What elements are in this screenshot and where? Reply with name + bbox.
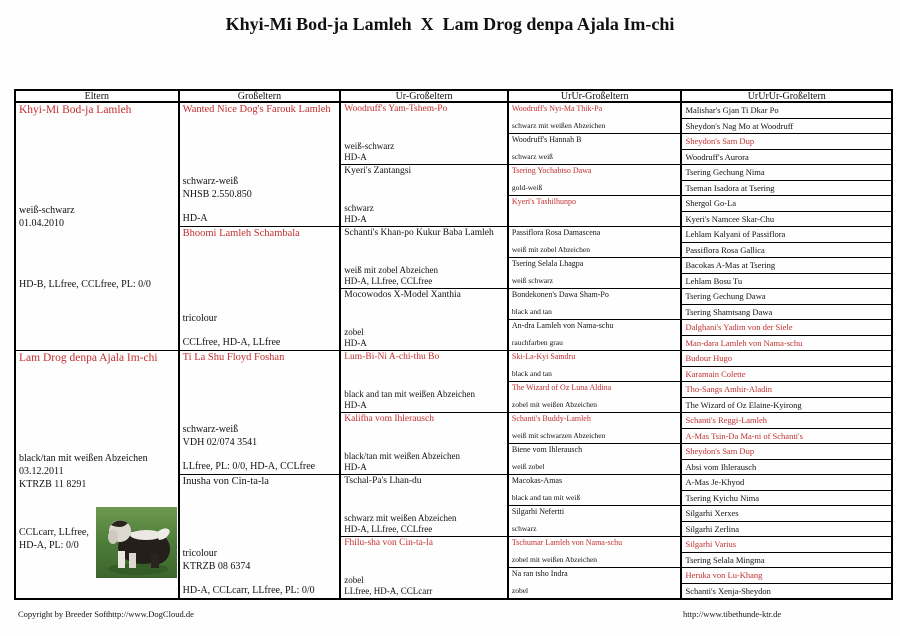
column-body: [180, 103, 340, 600]
dog-name: Budour Hugo: [685, 353, 732, 363]
dog-info-line: tricolour: [182, 313, 218, 324]
dog-info-line: 03.12.2011: [19, 466, 64, 478]
pedigree-cell: [682, 274, 891, 290]
pedigree-cell: [682, 134, 891, 150]
dog-info-line: black/tan mit weißen Abzeichen: [19, 453, 148, 465]
dog-color-line: schwarz mit weißen Abzeichen: [511, 121, 606, 131]
dog-name: Heruka von Lu-Khang: [685, 570, 763, 580]
dog-health-block: [183, 336, 339, 349]
pedigree-cell: [509, 351, 681, 382]
pedigree-cell: [341, 227, 507, 289]
dog-color-line: schwarz: [511, 524, 537, 534]
pedigree-cell: [509, 165, 681, 196]
dog-name: Karamain Colette: [685, 368, 746, 379]
dog-color-block: [512, 152, 680, 162]
page-title: Khyi-Mi Bod-ja Lamleh X Lam Drog denpa Ajala Im-chi: [225, 14, 675, 34]
dog-info-line: tricolour: [182, 548, 218, 559]
dog-info-block: [344, 327, 506, 350]
dog-color-block: [512, 493, 680, 503]
pedigree-cell: [682, 227, 891, 243]
column-ururur-grosseltern: [682, 89, 893, 600]
pedigree-cell: [509, 382, 681, 413]
dog-name: Tho-Sangs Amhir-Aladin: [685, 384, 772, 394]
pedigree-cell: [509, 475, 681, 506]
pedigree-cell: [509, 568, 681, 598]
dog-name: Kyeri's Tashilhunpo: [511, 197, 576, 206]
dog-name: Biene vom Ihlerausch: [511, 445, 583, 454]
dog-info-line: KTRZB 08 6374: [182, 561, 251, 572]
dog-info-line: zobel: [344, 326, 364, 337]
dog-info-block: [344, 389, 506, 412]
dog-name: Tseman Isadora at Tsering: [685, 182, 775, 193]
dog-color-line: black and tan: [511, 307, 552, 317]
dog-health-block: [19, 278, 177, 291]
dog-name: Sheydon's Sam Dup: [685, 136, 755, 146]
dog-info-line: schwarz-weiß: [182, 176, 239, 187]
dog-health-line: CCLfree, HD-A, LLfree: [182, 337, 281, 348]
pedigree-cell: [682, 196, 891, 212]
dog-health-line: HD-A, PL: 0/0: [19, 540, 79, 552]
dog-info-line: NHSB 2.550.850: [182, 189, 252, 200]
dog-name: Tsering Selala Lhagpa: [511, 259, 584, 268]
dog-name: Lehlam Bosu Tu: [685, 275, 743, 286]
pedigree-cell: [509, 103, 681, 134]
dog-color-line: weiß mit zobel Abzeichen: [511, 245, 590, 255]
dog-color-line: black and tan mit weiß: [511, 493, 581, 503]
dog-info-block: [183, 423, 339, 449]
dog-health-block: [183, 460, 339, 473]
pedigree-table: [14, 89, 893, 600]
dog-name: Man-dara Lamleh von Nama-schu: [685, 337, 803, 348]
dog-name: The Wizard of Oz Luna Aldina: [511, 383, 612, 392]
pedigree-cell: [509, 289, 681, 320]
dog-color-line: weiß zobel: [511, 462, 545, 472]
dog-info-line: schwarz: [344, 202, 374, 213]
dog-name: Mocowodos X-Model Xanthia: [344, 290, 461, 300]
dog-color-block: [512, 462, 680, 472]
dog-info-block: [344, 203, 506, 226]
dog-info-line: HD-A: [344, 399, 367, 410]
copyright-text: Copyright by Breeder Soft: [18, 609, 109, 619]
pedigree-cell: [682, 305, 891, 321]
dog-name: Woodruff's Yam-Tshem-Po: [344, 104, 448, 114]
dog-info-block: [183, 175, 339, 201]
dog-name: Inusha von Cin-ta-la: [182, 476, 269, 487]
dog-name: Khyi-Mi Bod-ja Lamleh: [19, 104, 132, 116]
pedigree-cell: [509, 227, 681, 258]
pedigree-cell: [682, 165, 891, 181]
dog-info-block: [344, 265, 506, 288]
dog-color-block: [512, 245, 680, 255]
dog-color-line: weiß schwarz: [511, 276, 553, 286]
dog-info-line: KTRZB 11 8291: [19, 479, 87, 491]
column-header: Großeltern: [180, 89, 340, 103]
dog-info-line: weiß mit zobel Abzeichen: [344, 264, 438, 275]
tibethunde-url: http://www.tibethunde-ktr.de: [683, 609, 782, 619]
dog-name: A-Mas Tsin-Da Ma-ni of Schanti's: [685, 430, 803, 441]
dog-color-line: rauchfarben grau: [511, 338, 563, 348]
dog-name: An-dra Lamleh von Nama-schu: [511, 321, 614, 330]
dog-color-line: black and tan: [511, 369, 552, 379]
pedigree-cell: [509, 134, 681, 165]
dog-health-block: [183, 212, 339, 225]
pedigree-cell: [682, 119, 891, 135]
dog-color-line: weiß mit schwarzen Abzeichen: [511, 431, 606, 441]
dog-color-block: [512, 400, 680, 410]
pedigree-cell: [682, 320, 891, 336]
dog-name: Tschal-Pa's Lhan-du: [344, 476, 422, 486]
pedigree-cell: [682, 553, 891, 569]
pedigree-cell: [682, 103, 891, 119]
dog-color-block: [512, 586, 680, 596]
pedigree-cell: [509, 258, 681, 289]
dog-health-block: [183, 584, 339, 597]
dog-name: Woodruff's Hannah B: [511, 135, 582, 144]
pedigree-cell: [341, 413, 507, 475]
dog-color-block: [512, 524, 680, 534]
dog-info-line: black and tan mit weißen Abzeichen: [344, 388, 475, 399]
pedigree-cell: [682, 537, 891, 553]
dog-name: Schanti's Buddy-Lamleh: [511, 414, 591, 423]
pedigree-cell: [682, 491, 891, 507]
pedigree-cell: [341, 475, 507, 537]
dog-name: Bondekonen's Dawa Sham-Po: [511, 290, 609, 299]
dog-name: Passiflora Rosa Damascena: [511, 228, 601, 237]
dog-info-block: [183, 547, 339, 573]
dog-name: Ti La Shu Floyd Foshan: [182, 352, 285, 363]
dog-name: Lehlam Kalyani of Passiflora: [685, 229, 786, 239]
pedigree-cell: [16, 351, 178, 598]
dog-info-line: VDH 02/074 3541: [182, 437, 258, 448]
dog-info-line: black/tan mit weißen Abzeichen: [344, 450, 460, 461]
pedigree-cell: [682, 351, 891, 367]
dog-health-line: LLfree, PL: 0/0, HD-A, CCLfree: [182, 461, 316, 472]
column-header: Ur-Großeltern: [341, 89, 507, 103]
dog-info-line: HD-A: [344, 461, 367, 472]
pedigree-cell: [341, 537, 507, 598]
dog-name: Tsering Shamtsang Dawa: [685, 306, 773, 317]
pedigree-cell: [180, 351, 340, 475]
dog-name: Silgarhi Xerxes: [685, 508, 739, 518]
dog-name: Kyeri's Zantangsi: [344, 166, 412, 176]
dog-name: Lum-Bi-Ni A-chi-thu Bo: [344, 352, 440, 362]
dog-health-line: CCLcarr, LLfree,: [19, 527, 89, 539]
dog-name: Kyeri's Namcee Skar-Chu: [685, 213, 775, 224]
pedigree-cell: [682, 398, 891, 414]
dog-info-line: LLfree, HD-A, CCLcarr: [344, 585, 433, 596]
pedigree-cell: [509, 196, 681, 227]
column-header: UrUr-Großeltern: [509, 89, 681, 103]
dog-health-line: HD-A, CCLcarr, LLfree, PL: 0/0: [182, 585, 315, 596]
dog-name: Sheydon's Sam Dup: [685, 446, 755, 456]
pedigree-cell: [682, 475, 891, 491]
pedigree-cell: [682, 382, 891, 398]
dog-info-line: HD-A: [344, 337, 367, 348]
dog-color-line: zobel mit weißen Abzeichen: [511, 400, 598, 410]
dog-name: The Wizard of Oz Elaine-Kyirong: [685, 399, 802, 410]
dog-name: Silgarhi Varius: [685, 539, 737, 549]
dog-color-block: [512, 369, 680, 379]
dog-color-block: [512, 121, 680, 131]
pedigree-cell: [341, 165, 507, 227]
dog-name: A-Mas Je-Khyod: [685, 477, 745, 487]
dog-color-line: zobel: [511, 586, 529, 596]
pedigree-cell: [682, 584, 891, 599]
pedigree-cell: [180, 103, 340, 227]
dog-name: Bacokas A-Mas at Tsering: [685, 260, 776, 270]
dog-info-line: zobel: [344, 574, 364, 585]
pedigree-cell: [682, 367, 891, 383]
dog-info-line: 01.04.2010: [19, 218, 64, 230]
dog-health-line: HD-A: [182, 213, 208, 224]
dog-name: Fhilu-sha von Cin-ta-la: [344, 538, 433, 548]
dog-name: Wanted Nice Dog's Farouk Lamleh: [182, 104, 331, 115]
dog-info-block: [183, 312, 339, 325]
dog-name: Schanti's Reggi-Lamleh: [685, 415, 768, 425]
dog-name: Silgarhi Zerlina: [685, 523, 740, 534]
pedigree-cell: [509, 320, 681, 351]
dog-name: Ski-La-Kyi Samdru: [511, 352, 576, 361]
dog-name: Silgarhi Nefertti: [511, 507, 565, 516]
dog-name: Schanti's Khan-po Kukur Baba Lamleh: [344, 228, 494, 238]
dog-name: Tsering Yochabtso Dawa: [511, 166, 592, 175]
dog-name: Shergol Go-La: [685, 198, 737, 208]
column-body: [341, 103, 507, 600]
dog-info-block: [19, 204, 177, 230]
column-ur-grosseltern: [341, 89, 509, 600]
pedigree-cell: [682, 568, 891, 584]
column-header: Eltern: [16, 89, 178, 103]
dog-name: Kalifha vom Ihlerausch: [344, 414, 434, 424]
dog-name: Dalghani's Yadim von der Siele: [685, 322, 793, 332]
dog-info-line: weiß-schwarz: [344, 140, 395, 151]
pedigree-cell: [509, 413, 681, 444]
dog-color-block: [512, 276, 680, 286]
column-body: [509, 103, 681, 600]
pedigree-cell: [682, 429, 891, 445]
dog-info-line: HD-A: [344, 213, 367, 224]
column-header: UrUrUr-Großeltern: [682, 89, 891, 103]
pedigree-cell: [180, 475, 340, 598]
pedigree-cell: [682, 522, 891, 538]
pedigree-cell: [341, 289, 507, 351]
dog-color-block: [512, 431, 680, 441]
dog-info-line: HD-A, LLfree, CCLfree: [344, 523, 433, 534]
pedigree-cell: [341, 351, 507, 413]
dog-info-line: schwarz mit weißen Abzeichen: [344, 512, 457, 523]
dog-name: Sheydon's Nag Mo at Woodruff: [685, 120, 794, 131]
dog-color-line: gold-weiß: [511, 183, 543, 193]
dog-name: Tsering Selala Mingma: [685, 554, 765, 565]
dog-name: Absi vom Ihlerausch: [685, 461, 757, 472]
pedigree-cell: [682, 181, 891, 197]
dog-name: Tsering Kyichu Nima: [685, 492, 760, 503]
dog-name: Tschumar Lamleh von Nama-schu: [511, 538, 623, 547]
dog-color-block: [512, 555, 680, 565]
dog-color-block: [512, 183, 680, 193]
pedigree-cell: [682, 289, 891, 305]
dog-info-block: [344, 575, 506, 598]
dog-name: Woodruff's Nyi-Ma Thik-Pa: [511, 104, 603, 113]
dog-name: Schanti's Xenja-Sheydon: [685, 585, 771, 596]
dog-color-line: zobel mit weißen Abzeichen: [511, 555, 598, 565]
dog-name: Woodruff's Aurora: [685, 151, 749, 162]
pedigree-cell: [509, 444, 681, 475]
pedigree-cell: [341, 103, 507, 165]
pedigree-cell: [682, 150, 891, 166]
column-grosseltern: [180, 89, 342, 600]
pedigree-cell: [16, 103, 178, 351]
pedigree-cell: [509, 537, 681, 568]
pedigree-cell: [682, 444, 891, 460]
dog-name: Passiflora Rosa Gallica: [685, 244, 765, 255]
dog-info-block: [344, 451, 506, 474]
dog-color-line: schwarz weiß: [511, 152, 553, 162]
dog-info-line: schwarz-weiß: [182, 424, 239, 435]
dogcloud-url: http://www.DogCloud.de: [108, 609, 194, 619]
pedigree-cell: [682, 212, 891, 228]
dog-name: Macokas-Amas: [511, 476, 563, 485]
dog-name: Tsering Gechung Nima: [685, 167, 765, 177]
dog-info-line: HD-A, LLfree, CCLfree: [344, 275, 433, 286]
pedigree-cell: [682, 243, 891, 259]
dog-info-block: [344, 141, 506, 164]
dog-name: Lam Drog denpa Ajala Im-chi: [19, 352, 158, 364]
dog-photo: [96, 507, 177, 578]
pedigree-cell: [682, 460, 891, 476]
column-eltern: [16, 89, 180, 600]
pedigree-cell: [682, 506, 891, 522]
pedigree-cell: [682, 336, 891, 352]
dog-info-line: HD-A: [344, 151, 367, 162]
column-body: [682, 103, 891, 600]
pedigree-cell: [509, 506, 681, 537]
dog-color-block: [512, 338, 680, 348]
dog-info-block: [344, 513, 506, 536]
dog-info-line: weiß-schwarz: [19, 205, 75, 217]
column-urur-grosseltern: [509, 89, 683, 600]
dog-color-block: [512, 307, 680, 317]
dog-name: Malishar's Gjan Ti Dkar Po: [685, 105, 779, 115]
column-body: [16, 103, 178, 600]
pedigree-cell: [682, 258, 891, 274]
dog-photo-image: [96, 507, 177, 578]
pedigree-cell: [180, 227, 340, 351]
dog-health-line: HD-B, LLfree, CCLfree, PL: 0/0: [19, 279, 151, 291]
dog-name: Bhoomi Lamleh Schambala: [182, 228, 300, 239]
dog-name: Na ran tsho Indra: [511, 569, 568, 578]
pedigree-cell: [682, 413, 891, 429]
dog-name: Tsering Gechung Dawa: [685, 291, 766, 301]
dog-info-block: [19, 452, 177, 491]
